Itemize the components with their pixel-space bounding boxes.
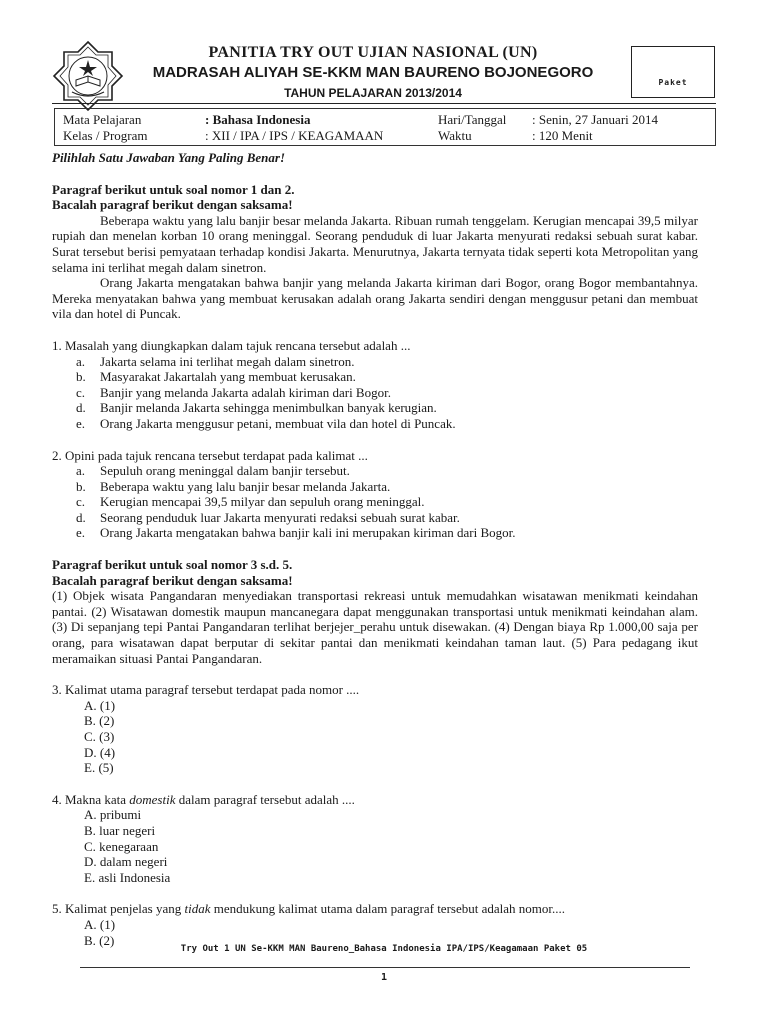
page-number: 1 — [380, 972, 388, 983]
option[interactable]: B. luar negeri — [84, 822, 156, 838]
subject-label: Mata Pelajaran — [63, 112, 142, 127]
option[interactable]: b. Masyarakat Jakartalah yang membuat kerusakan. — [76, 369, 356, 385]
question-4: 4. Makna kata domestik dalam paragraf tersebut adalah .... — [52, 791, 355, 807]
section2-heading: Paragraf berikut untuk soal nomor 3 s.d. 5. — [52, 557, 293, 573]
instruction: Pilihlah Satu Jawaban Yang Paling Benar! — [52, 150, 285, 165]
exam-content — [52, 150, 698, 948]
paket-box — [631, 46, 715, 98]
option[interactable]: E. (5) — [84, 760, 114, 776]
option[interactable]: a. Sepuluh orang meninggal dalam banjir tersebut. — [76, 463, 350, 479]
option[interactable]: D. (4) — [84, 744, 116, 760]
exam-info-box — [54, 108, 716, 146]
question-4-options — [52, 807, 698, 885]
section1-heading: Paragraf berikut untuk soal nomor 1 dan 2. — [52, 181, 295, 197]
option[interactable]: A. (1) — [84, 697, 116, 713]
option[interactable]: b. Beberapa waktu yang lalu banjir besar melanda Jakarta. — [76, 478, 391, 494]
school-name: MADRASAH ALIYAH SE-KKM MAN BAURENO BOJONEGORO — [152, 64, 594, 81]
question-2-options — [52, 463, 698, 541]
subject-value: : Bahasa Indonesia — [205, 112, 311, 127]
option[interactable]: A. pribumi — [84, 807, 142, 823]
option[interactable]: A. (1) — [84, 916, 116, 932]
committee-title: PANITIA TRY OUT UJIAN NASIONAL (UN) — [208, 44, 538, 61]
class-value: : XII / IPA / IPS / KEAGAMAAN — [205, 128, 384, 143]
question-1-options — [52, 354, 698, 432]
date-value: : Senin, 27 Januari 2014 — [532, 112, 659, 127]
academic-year: TAHUN PELAJARAN 2013/2014 — [284, 86, 462, 100]
passage1-paragraph2: Orang Jakarta mengatakan bahwa banjir yang melanda Jakarta kiriman dari Bogor, orang Bogor membantahnya. Mereka menyatakan bahwa yang membuat kerusakan adalah orang Jakarta sendiri dengan menggusur petani dan membuat vila dan hotel di Puncak. — [52, 275, 698, 322]
option[interactable]: e. Orang Jakarta menggusur petani, membuat vila dan hotel di Puncak. — [76, 415, 456, 431]
option[interactable]: C. (3) — [84, 729, 115, 744]
option[interactable]: E. asli Indonesia — [84, 869, 171, 885]
class-label: Kelas / Program — [63, 128, 148, 143]
date-label: Hari/Tanggal — [438, 112, 507, 127]
section2-subheading: Bacalah paragraf berikut dengan saksama! — [52, 572, 293, 588]
option[interactable]: C. kenegaraan — [84, 838, 159, 854]
question-5: 5. Kalimat penjelas yang tidak mendukung kalimat utama dalam paragraf tersebut adalah nomor.... — [52, 901, 565, 917]
option[interactable]: B. (2) — [84, 713, 115, 729]
option[interactable]: d. Banjir melanda Jakarta sehingga menimbulkan banyak kerugian. — [76, 400, 437, 416]
option[interactable]: d. Seorang penduduk luar Jakarta menyurati redaksi sebuah surat kabar. — [76, 509, 460, 525]
page-footer: Try Out 1 UN Se-KKM MAN Baureno_Bahasa Indonesia IPA/IPS/Keagamaan Paket 05 — [180, 944, 588, 954]
option[interactable]: e. Orang Jakarta mengatakan bahwa banjir kali ini merupakan kiriman dari Bogor. — [76, 525, 516, 541]
time-label: Waktu — [438, 128, 472, 143]
option[interactable]: a. Jakarta selama ini terlihat megah dalam sinetron. — [76, 353, 355, 369]
question-2: 2. Opini pada tajuk rencana tersebut terdapat pada kalimat ... — [52, 447, 368, 463]
question-3-options — [52, 698, 698, 776]
section1-subheading: Bacalah paragraf berikut dengan saksama! — [52, 197, 293, 213]
question-1: 1. Masalah yang diungkapkan dalam tajuk rencana tersebut adalah ... — [52, 337, 411, 353]
option[interactable]: B. (2) — [84, 932, 115, 948]
passage1-paragraph1: Beberapa waktu yang lalu banjir besar melanda Jakarta. Ribuan rumah tenggelam. Kerugian mencapai 39,5 milyar rupiah dan menelan korban 10 orang meninggal. Seorang penduduk di luar Jakarta menyurati redaksi sebuah surat kabar. Surat tersebut berisi pemyataan terhadap kondisi Jakarta. Menurutnya, Jakarta ternyata tidak seperti kota Metropolitan yang selama ini terlihat megah dalam sinetron. — [52, 212, 698, 275]
option[interactable]: c. Kerugian mencapai 39,5 milyar dan sepuluh orang meninggal. — [76, 494, 425, 510]
option[interactable]: D. dalam negeri — [84, 854, 168, 870]
option[interactable]: c. Banjir yang melanda Jakarta adalah kiriman dari Bogor. — [76, 384, 391, 400]
passage2-paragraph: (1) Objek wisata Pangandaran menyediakan transportasi rekreasi untuk memudahkan wisatawan menikmati keindahan pantai. (2) Wisatawan domestik maupun mancanegara dapat menggunakan transportasi untuk menikmati keindahan alam. (3) Di sepanjang tepi Pantai Pangandaran terlihat berjejer_perahu untuk disewakan. (4) Dengan biaya Rp 1.000,00 saja per orang, para wisatawan dapat berputar di sekitar pantai dan menikmati keindahan taman laut. (5) Para pedagang ikut meramaikan situasi Pantai Pangandaran. — [52, 588, 698, 666]
kemenag-emblem-icon — [52, 40, 124, 112]
header-divider — [52, 103, 716, 104]
paket-label: Paket — [658, 78, 688, 87]
footer-divider — [80, 967, 690, 968]
question-3: 3. Kalimat utama paragraf tersebut terdapat pada nomor .... — [52, 682, 360, 698]
time-value: : 120 Menit — [532, 128, 593, 143]
